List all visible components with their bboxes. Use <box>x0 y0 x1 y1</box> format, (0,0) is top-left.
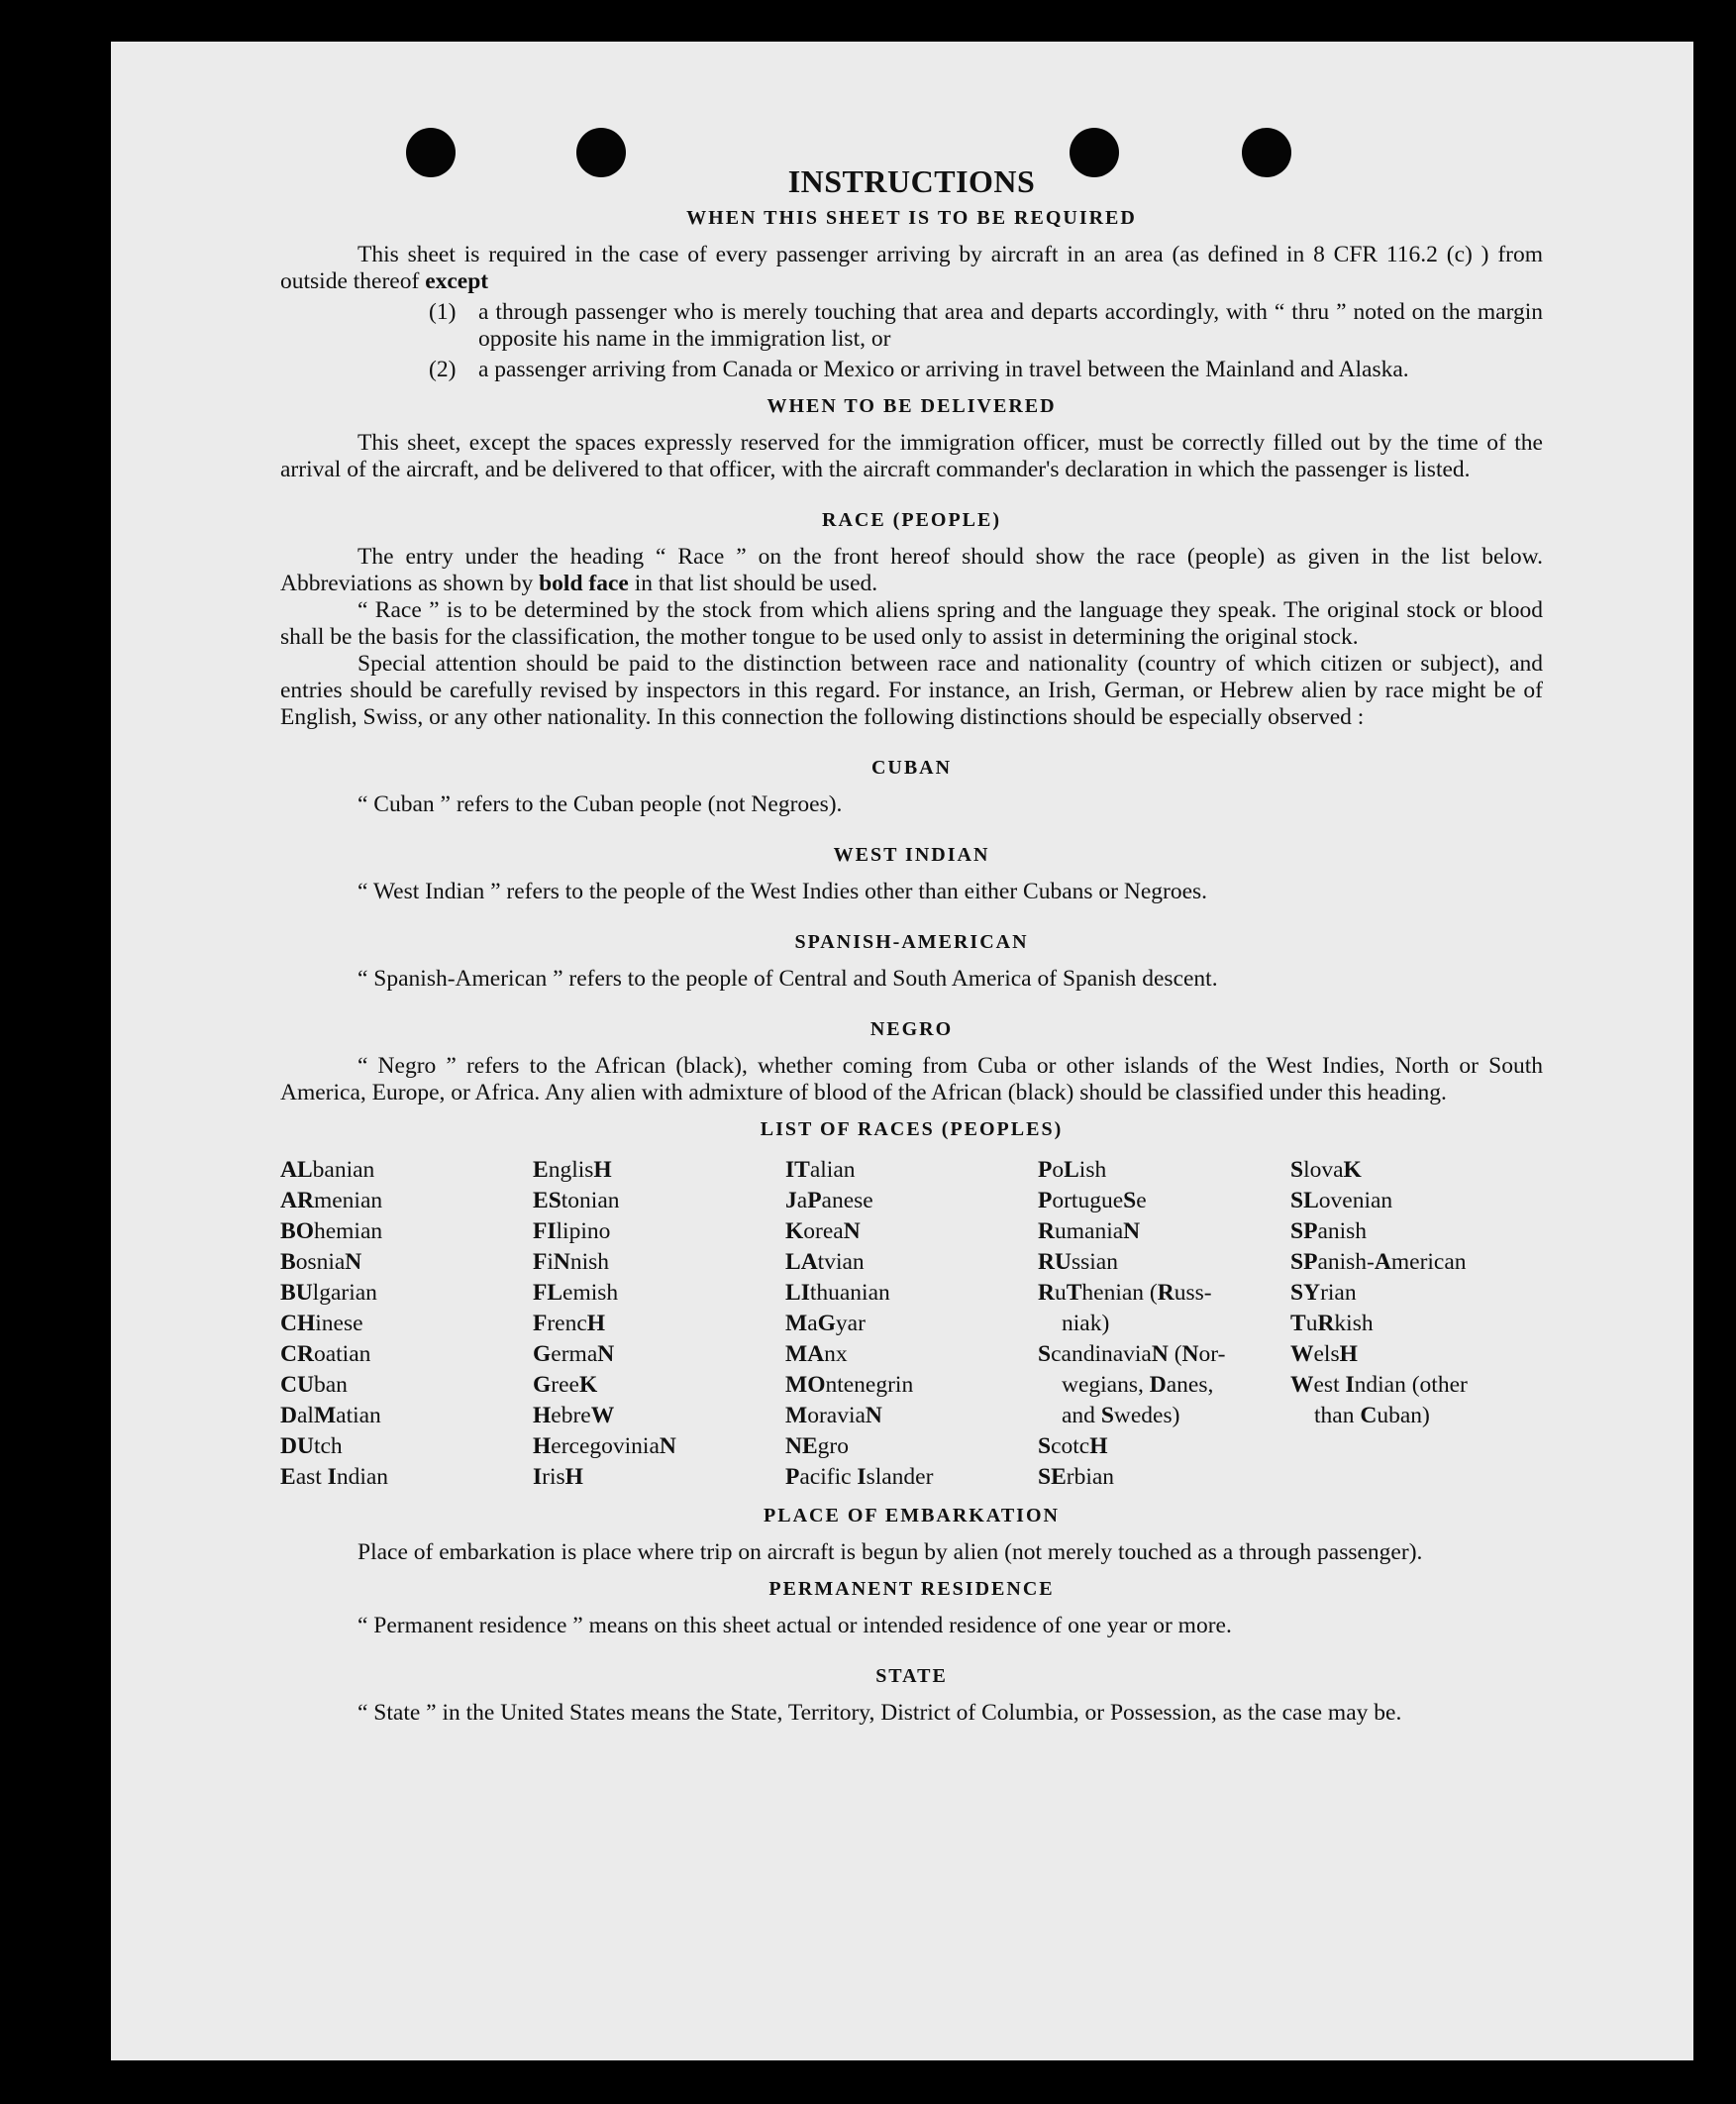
heading-embarkation: PLACE OF EMBARKATION <box>764 1505 1060 1526</box>
race-entry: PoLish <box>1038 1157 1107 1183</box>
heading-when-required: WHEN THIS SHEET IS TO BE REQUIRED <box>686 207 1137 229</box>
required-intro: This sheet is required in the case of every passenger arriving by aircraft in an area (as defined in 8 CFR 116.2 (c) ) from outside thereof except <box>280 242 1543 294</box>
heading-cuban: CUBAN <box>870 757 953 779</box>
spanish-american-text: “ Spanish-American ” refers to the people of Central and South America of Spanish descent. <box>357 966 1218 992</box>
race-entry: FLemish <box>533 1280 619 1306</box>
permanent-residence-text: “ Permanent residence ” means on this sheet actual or intended residence of one year or more. <box>357 1613 1232 1638</box>
heading-west-indian: WEST INDIAN <box>833 844 990 866</box>
race-entry: niak) <box>1062 1311 1110 1336</box>
race-entry: SYrian <box>1290 1280 1357 1306</box>
heading-spanish-american: SPANISH-AMERICAN <box>794 931 1029 953</box>
race-entry: DUtch <box>280 1433 343 1459</box>
except-word: except <box>425 268 489 294</box>
exception-item-2: (2) a passenger arriving from Canada or Mexico or arriving in travel between the Mainland and Alaska. <box>429 357 1409 382</box>
race-entry: ScandinaviaN (Nor- <box>1038 1341 1226 1367</box>
race-entry: WelsH <box>1290 1341 1358 1367</box>
race-entry: ALbanian <box>280 1157 375 1183</box>
race-paragraph-3: Special attention should be paid to the distinction between race and nationality (country of which citizen or subject), and entries should be carefully revised by inspectors in this regard. For instance, an Irish, German, or Hebrew alien by race might be of English, Swiss, or any other nationality. In this connection the following distinctions should be especially observed : <box>280 651 1543 730</box>
race-entry: EnglisH <box>533 1157 612 1183</box>
heading-when-delivered: WHEN TO BE DELIVERED <box>766 395 1057 417</box>
race-entry: MAnx <box>785 1341 848 1367</box>
race-entry: West Indian (other <box>1290 1372 1468 1398</box>
race-entry: GermaN <box>533 1341 615 1367</box>
race-entry: EStonian <box>533 1188 620 1213</box>
race-entry: NEgro <box>785 1433 849 1459</box>
exception-item-1: (1) a through passenger who is merely touching that area and departs accordingly, with “ thru ” noted on the margin opposite his name in the immigration list, or <box>429 299 1543 352</box>
race-column-3 <box>785 1155 1038 1493</box>
race-entry: MoraviaN <box>785 1403 882 1428</box>
heading-permanent-residence: PERMANENT RESIDENCE <box>768 1578 1055 1600</box>
negro-text: “ Negro ” refers to the African (black), whether coming from Cuba or other islands of the West Indies, North or South America, Europe, or Africa. Any alien with admixture of blood of the African (black) should be classified under this heading. <box>280 1053 1543 1105</box>
race-entry: SlovaK <box>1290 1157 1362 1183</box>
race-entry: LIthuanian <box>785 1280 890 1306</box>
race-entry: SLovenian <box>1290 1188 1393 1213</box>
race-entry: SPanish-American <box>1290 1249 1467 1275</box>
race-entry: FrencH <box>533 1311 606 1336</box>
race-entry: SPanish <box>1290 1218 1368 1244</box>
heading-race: RACE (PEOPLE) <box>822 509 1001 531</box>
embarkation-text: Place of embarkation is place where trip on aircraft is begun by alien (not merely touched as a through passenger). <box>357 1539 1423 1565</box>
race-entry: than Cuban) <box>1314 1403 1430 1428</box>
race-entry: CHinese <box>280 1311 363 1336</box>
race-entry: CUban <box>280 1372 348 1398</box>
heading-list-of-races: LIST OF RACES (PEOPLES) <box>760 1118 1064 1140</box>
race-entry: SErbian <box>1038 1464 1115 1490</box>
race-entry: PortugueSe <box>1038 1188 1147 1213</box>
race-paragraph-1: The entry under the heading “ Race ” on the front hereof should show the race (people) as given in the list below. Abbreviations as shown by bold face in that list should be used. <box>280 544 1543 596</box>
cuban-text: “ Cuban ” refers to the Cuban people (not Negroes). <box>357 791 843 817</box>
race-entry: ITalian <box>785 1157 856 1183</box>
instructions-content <box>280 158 1543 1727</box>
heading-state: STATE <box>875 1665 948 1687</box>
race-entry: FIlipino <box>533 1218 611 1244</box>
race-entry: Pacific Islander <box>785 1464 934 1490</box>
race-entry: ARmenian <box>280 1188 383 1213</box>
race-entry: and Swedes) <box>1062 1403 1180 1428</box>
race-entry: RumaniaN <box>1038 1218 1141 1244</box>
page-title: INSTRUCTIONS <box>787 163 1036 199</box>
race-entry: FiNnish <box>533 1249 610 1275</box>
race-list <box>280 1155 1543 1493</box>
heading-negro: NEGRO <box>869 1018 954 1040</box>
race-entry: CRoatian <box>280 1341 371 1367</box>
race-entry: BosniaN <box>280 1249 362 1275</box>
race-entry: MOntenegrin <box>785 1372 914 1398</box>
race-entry: RuThenian (Russ- <box>1038 1280 1212 1306</box>
delivered-text: This sheet, except the spaces expressly reserved for the immigration officer, must be correctly filled out by the time of the arrival of the aircraft, and be delivered to that officer, with the aircraft commander's declaration in which the passenger is listed. <box>280 430 1543 482</box>
race-entry: HebreW <box>533 1403 615 1428</box>
race-entry: JaPanese <box>785 1188 873 1213</box>
race-entry: MaGyar <box>785 1311 866 1336</box>
race-entry: GreeK <box>533 1372 598 1398</box>
state-text: “ State ” in the United States means the State, Territory, District of Columbia, or Possession, as the case may be. <box>357 1700 1402 1726</box>
race-entry: TuRkish <box>1290 1311 1374 1336</box>
race-paragraph-2: “ Race ” is to be determined by the stock from which aliens spring and the language they speak. The original stock or blood shall be the basis for the classification, the mother tongue to be used only to assist in determining the original stock. <box>280 597 1543 650</box>
race-column-2 <box>533 1155 785 1493</box>
race-entry: East Indian <box>280 1464 389 1490</box>
race-column-4 <box>1038 1155 1290 1493</box>
race-entry: LAtvian <box>785 1249 865 1275</box>
race-entry: KoreaN <box>785 1218 861 1244</box>
race-entry: IrisH <box>533 1464 583 1490</box>
race-entry: ScotcH <box>1038 1433 1108 1459</box>
race-entry: RUssian <box>1038 1249 1118 1275</box>
race-entry: BUlgarian <box>280 1280 377 1306</box>
race-entry: DalMatian <box>280 1403 381 1428</box>
race-entry: HercegoviniaN <box>533 1433 676 1459</box>
west-indian-text: “ West Indian ” refers to the people of the West Indies other than either Cubans or Negroes. <box>357 879 1208 904</box>
race-column-1 <box>280 1155 533 1493</box>
race-entry: wegians, Danes, <box>1062 1372 1214 1398</box>
race-column-5 <box>1290 1155 1543 1493</box>
race-entry: BOhemian <box>280 1218 383 1244</box>
